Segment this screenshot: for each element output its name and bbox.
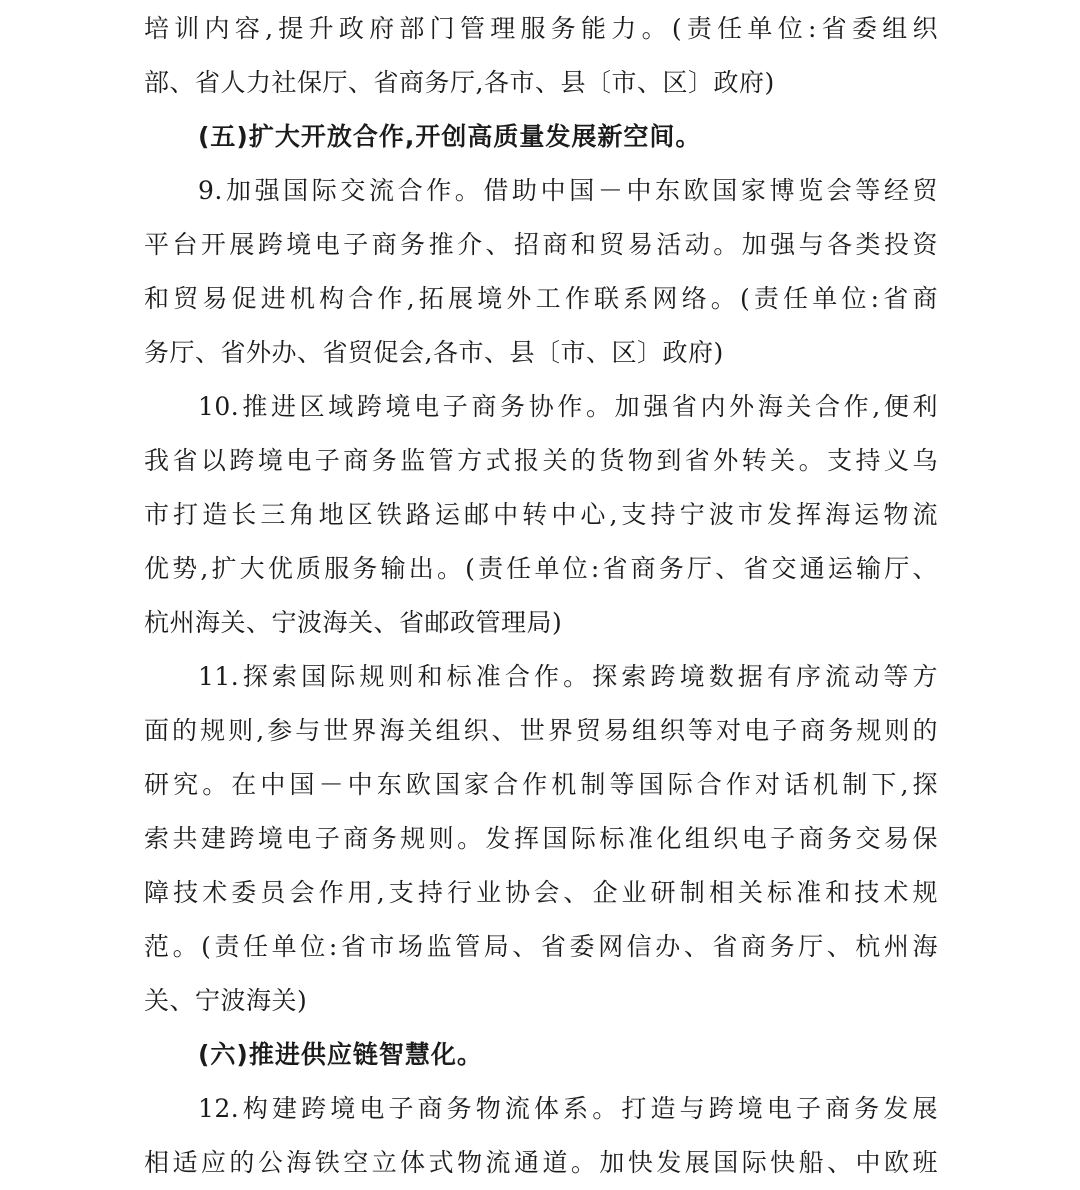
text-line: 关、宁波海关): [144, 986, 308, 1015]
text-line: 研究。在中国－中东欧国家合作机制等国际合作对话机制下,探: [144, 770, 938, 799]
text-line: 平台开展跨境电子商务推介、招商和贸易活动。加强与各类投资: [144, 230, 938, 259]
section-heading: (六)推进供应链智慧化。: [198, 1040, 483, 1069]
text-line: 和贸易促进机构合作,拓展境外工作联系网络。(责任单位:省商: [144, 284, 938, 313]
section-heading: (五)扩大开放合作,开创高质量发展新空间。: [198, 122, 702, 151]
text-line: 杭州海关、宁波海关、省邮政管理局): [144, 608, 563, 637]
paragraph-first-line: 11.探索国际规则和标准合作。探索跨境数据有序流动等方: [198, 662, 938, 691]
text-line: 部、省人力社保厅、省商务厅,各市、县〔市、区〕政府): [144, 68, 775, 97]
text-line: 我省以跨境电子商务监管方式报关的货物到省外转关。支持义乌: [144, 446, 938, 475]
text-line: 优势,扩大优质服务输出。(责任单位:省商务厅、省交通运输厅、: [144, 554, 938, 583]
text-line: 务厅、省外办、省贸促会,各市、县〔市、区〕政府): [144, 338, 724, 367]
text-line: 面的规则,参与世界海关组织、世界贸易组织等对电子商务规则的: [144, 716, 938, 745]
text-line: 市打造长三角地区铁路运邮中转中心,支持宁波市发挥海运物流: [144, 500, 938, 529]
text-line: 索共建跨境电子商务规则。发挥国际标准化组织电子商务交易保: [144, 824, 938, 853]
text-line: 障技术委员会作用,支持行业协会、企业研制相关标准和技术规: [144, 878, 938, 907]
text-line: 范。(责任单位:省市场监管局、省委网信办、省商务厅、杭州海: [144, 932, 938, 961]
paragraph-first-line: 12.构建跨境电子商务物流体系。打造与跨境电子商务发展: [198, 1094, 938, 1123]
paragraph-first-line: 10.推进区域跨境电子商务协作。加强省内外海关合作,便利: [198, 392, 938, 421]
text-line: 培训内容,提升政府部门管理服务能力。(责任单位:省委组织: [144, 14, 938, 43]
paragraph-first-line: 9.加强国际交流合作。借助中国－中东欧国家博览会等经贸: [198, 176, 938, 205]
text-line: 相适应的公海铁空立体式物流通道。加快发展国际快船、中欧班: [144, 1148, 938, 1177]
